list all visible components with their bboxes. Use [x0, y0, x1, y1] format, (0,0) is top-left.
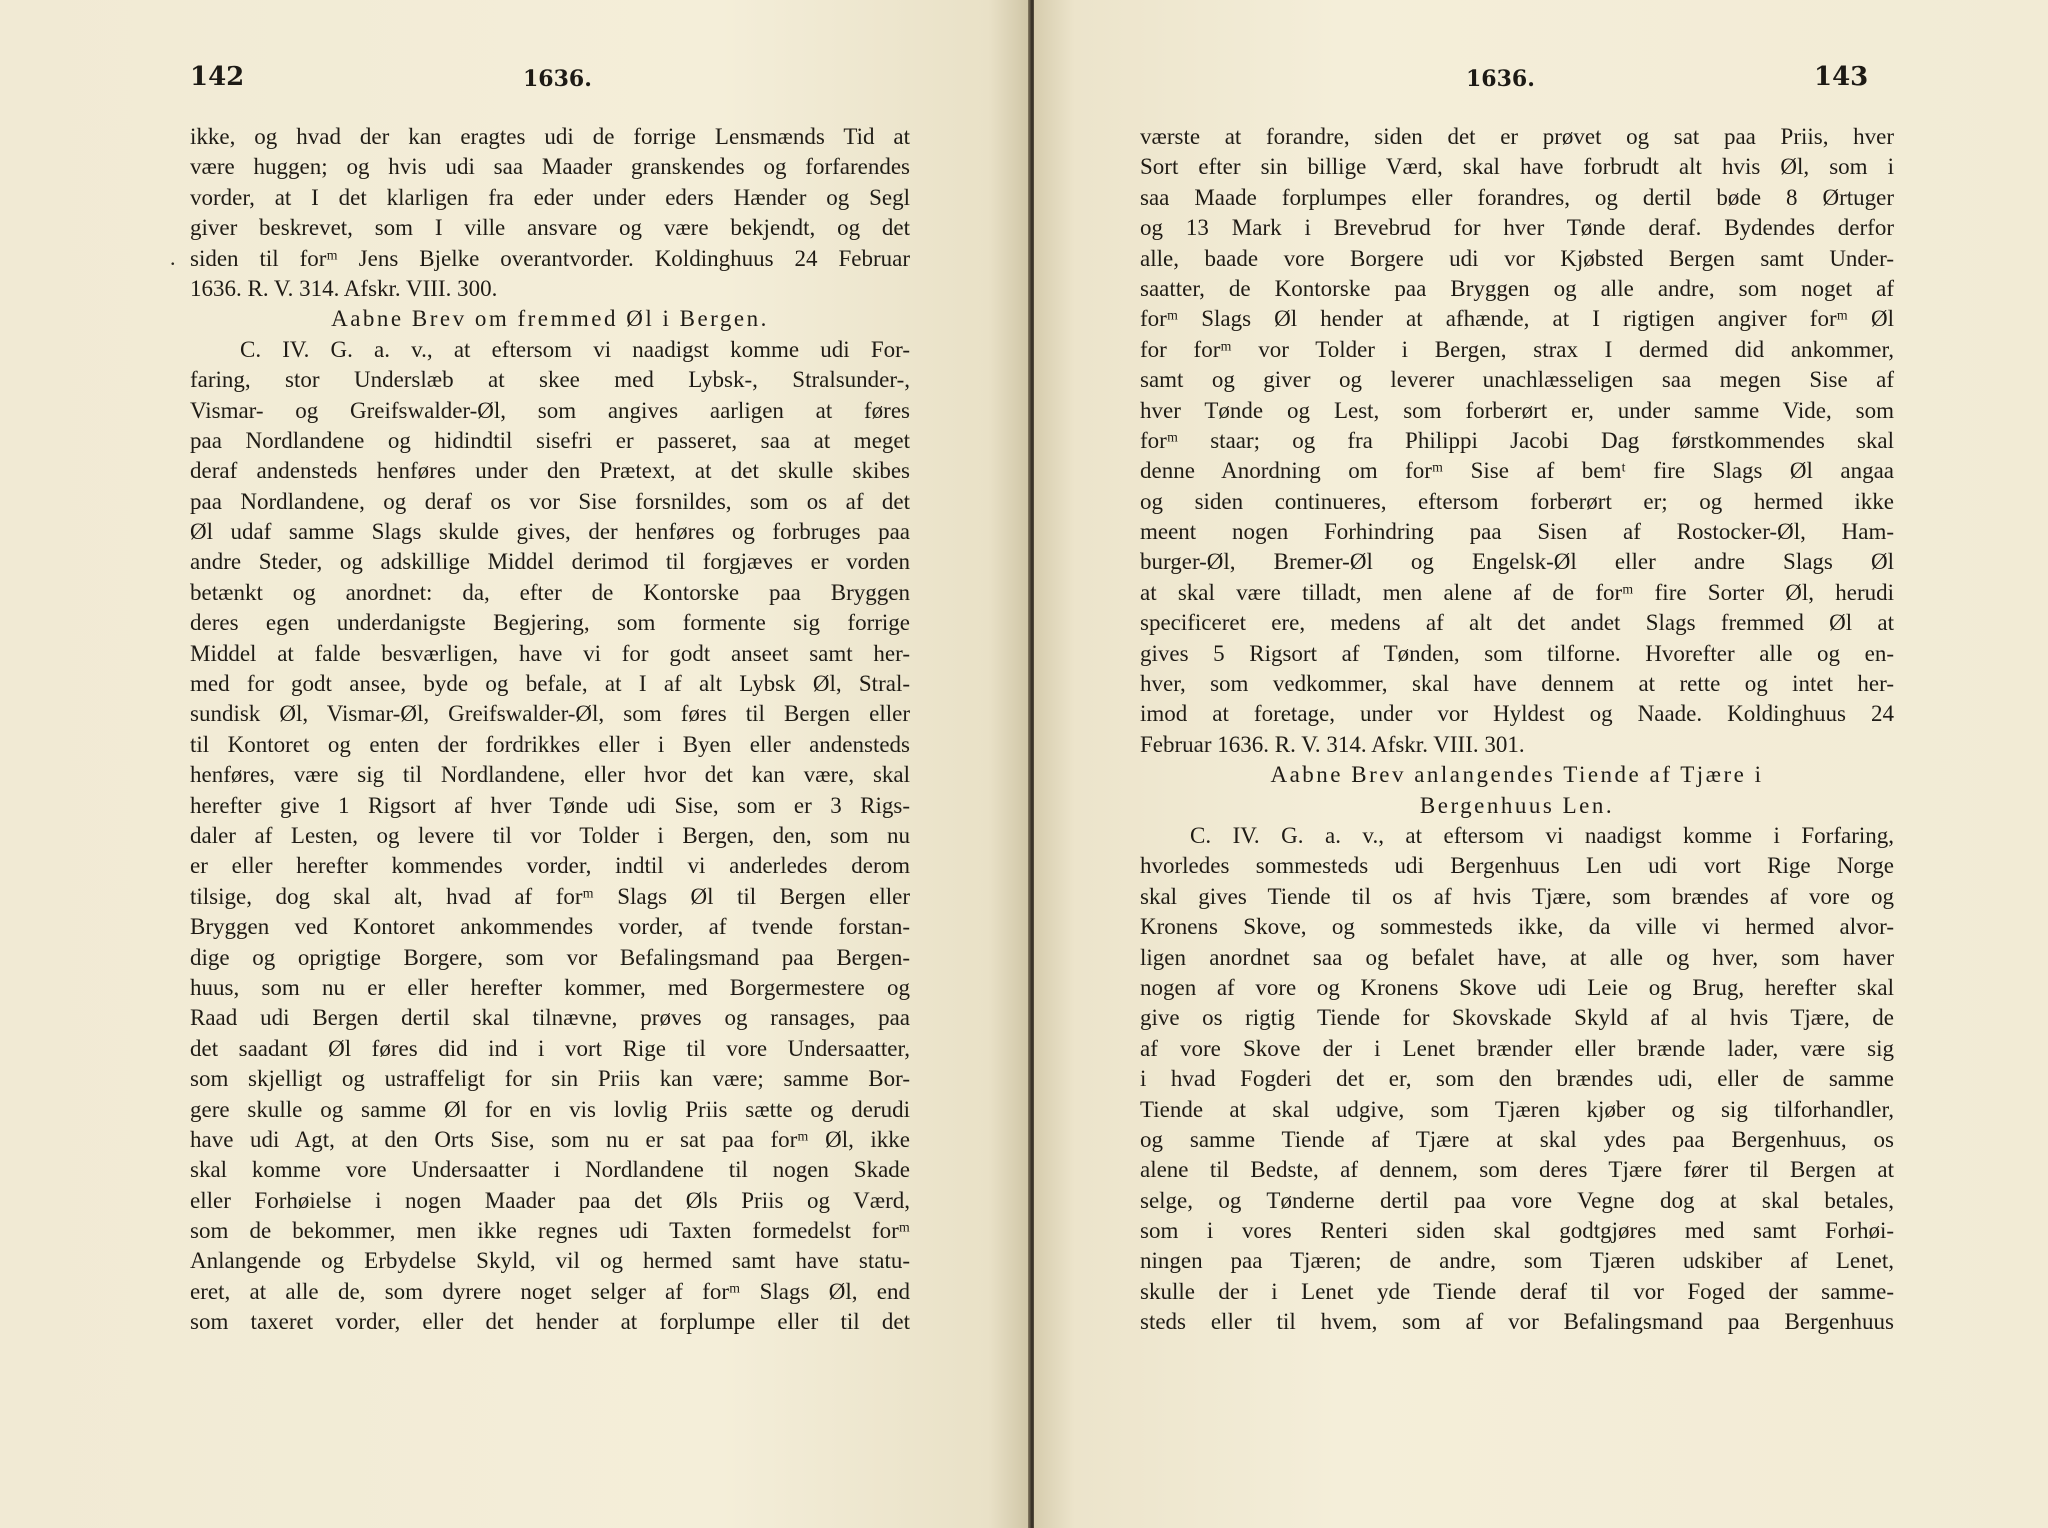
text-line: huus, som nu er eller herefter kommer, med Borgermestere og	[190, 974, 910, 1000]
left-page-body	[190, 122, 910, 1338]
text-line: og samme Tiende af Tjære at skal ydes paa Bergenhuus, os	[1140, 1126, 1894, 1152]
left-page-number: 142	[190, 62, 245, 92]
text-line: skal gives Tiende til os af hvis Tjære, som brændes af vore og	[1140, 883, 1894, 909]
text-line: give os rigtig Tiende for Skovskade Skyld af al hvis Tjære, de	[1140, 1005, 1894, 1031]
text-line: som taxeret vorder, eller det hender at forplumpe eller til det	[190, 1309, 910, 1335]
text-line: er eller herefter kommendes vorder, indtil vi anderledes derom	[190, 853, 910, 879]
text-line: herefter give 1 Rigsort af hver Tønde udi Sise, som er 3 Rigs-	[190, 792, 910, 818]
text-line: Anlangende og Erbydelse Skyld, vil og hermed samt have statu-	[190, 1248, 910, 1274]
text-line: gives 5 Rigsort af Tønden, som tilforne. Hvorefter alle og en-	[1140, 640, 1894, 666]
text-line: saa Maade forplumpes eller forandres, og dertil bøde 8 Ørtuger	[1140, 184, 1894, 210]
text-line: have udi Agt, at den Orts Sise, som nu er sat paa forᵐ Øl, ikke	[190, 1126, 910, 1152]
text-line: faring, stor Underslæb at skee med Lybsk-, Stralsunder-,	[190, 367, 910, 393]
text-line: ligen anordnet saa og befalet have, at alle og hver, som haver	[1140, 944, 1894, 970]
text-line: ikke, og hvad der kan eragtes udi de forrige Lensmænds Tid at	[190, 124, 910, 149]
text-line: burger-Øl, Bremer-Øl og Engelsk-Øl eller andre Slags Øl	[1140, 549, 1894, 575]
text-line: skal komme vore Undersaatter i Nordlandene til nogen Skade	[190, 1157, 910, 1183]
text-line: i hvad Fogderi det er, som den brændes udi, eller de samme	[1140, 1066, 1894, 1092]
text-line: Tiende at skal udgive, som Tjæren kjøber og sig tilforhandler,	[1140, 1096, 1894, 1122]
text-line: vorder, at I det klarligen fra eder under eders Hænder og Segl	[190, 184, 910, 210]
text-line: steds eller til hvem, som af vor Befalingsmand paa Bergenhuus	[1140, 1309, 1894, 1335]
text-line: at skal være tilladt, men alene af de forᵐ fire Sorter Øl, herudi	[1140, 579, 1894, 605]
document-heading: Bergenhuus Len.	[1419, 792, 1615, 818]
text-line: som de bekommer, men ikke regnes udi Taxten formedelst forᵐ	[190, 1218, 910, 1244]
text-line: Vismar- og Greifswalder-Øl, som angives aarligen at føres	[190, 397, 910, 423]
document-heading: Aabne Brev om fremmed Øl i Bergen.	[331, 306, 769, 332]
text-line: ningen paa Tjæren; de andre, som Tjæren udskiber af Lenet,	[1140, 1248, 1894, 1274]
text-line: hvorledes sommesteds udi Bergenhuus Len udi vort Rige Norge	[1140, 853, 1894, 879]
text-line: deres egen underdanigste Begjering, som formente sig forrige	[190, 610, 910, 636]
text-line: for forᵐ vor Tolder i Bergen, strax I dermed did ankommer,	[1140, 336, 1894, 362]
text-line: andre Steder, og adskillige Middel derimod til forgjæves er vorden	[190, 549, 910, 575]
text-line: samt og giver og leverer unachlæsseligen saa megen Sise af	[1140, 367, 1894, 393]
text-line: af vore Skove der i Lenet brænder eller brænde lader, være sig	[1140, 1035, 1894, 1061]
text-line: henføres, være sig til Nordlandene, eller hvor det kan være, skal	[190, 762, 910, 788]
text-line: og siden continueres, eftersom forberørt er; og hermed ikke	[1140, 488, 1894, 514]
text-line: alene til Bedste, af dennem, som deres Tjære fører til Bergen at	[1140, 1157, 1894, 1183]
text-line: paa Nordlandene og hidindtil sisefri er passeret, saa at meget	[190, 427, 910, 453]
right-running-head: 1636.	[1466, 66, 1535, 92]
text-line: 1636. R. V. 314. Afskr. VIII. 300.	[190, 275, 498, 301]
text-line: paa Nordlandene, og deraf os vor Sise forsnildes, som os af det	[190, 488, 910, 514]
text-line: alle, baade vore Borgere udi vor Kjøbsted Bergen samt Under-	[1140, 245, 1894, 271]
text-line: deraf andensteds henføres under den Prætext, at det skulle skibes	[190, 458, 910, 484]
text-line: som skjelligt og ustraffeligt for sin Priis kan være; samme Bor-	[190, 1066, 910, 1092]
right-page-number: 143	[1814, 62, 1869, 92]
text-line: Sort efter sin billige Værd, skal have forbrudt alt hvis Øl, som i	[1140, 154, 1894, 180]
text-line: Bryggen ved Kontoret ankommendes vorder, af tvende forstan-	[190, 914, 910, 940]
text-line: imod at foretage, under vor Hyldest og Naade. Koldinghuus 24	[1140, 701, 1894, 727]
text-line: som i vores Renteri siden skal godtgjøres med samt Forhøi-	[1140, 1218, 1894, 1244]
text-line: Kronens Skove, og sommesteds ikke, da ville vi hermed alvor-	[1140, 914, 1894, 940]
text-line: skulle der i Lenet yde Tiende deraf til vor Foged der samme-	[1140, 1278, 1894, 1304]
document-heading: Aabne Brev anlangendes Tiende af Tjære i	[1270, 762, 1764, 788]
text-line: gere skulle og samme Øl for en vis lovlig Priis sætte og derudi	[190, 1096, 910, 1122]
text-line: giver beskrevet, som I ville ansvare og være bekjendt, og det	[190, 215, 910, 241]
right-page-body	[1140, 122, 1894, 1338]
text-line: til Kontoret og enten der fordrikkes eller i Byen eller andensteds	[190, 731, 910, 757]
text-line: dige og oprigtige Borgere, som vor Befalingsmand paa Bergen-	[190, 944, 910, 970]
text-line: værste at forandre, siden det er prøvet og sat paa Priis, hver	[1140, 124, 1894, 149]
text-line: selge, og Tønderne dertil paa vore Vegne dog at skal betales,	[1140, 1187, 1894, 1213]
text-line: hver, som vedkommer, skal have dennem at rette og intet her-	[1140, 671, 1894, 697]
text-line: saatter, de Kontorske paa Bryggen og alle andre, som noget af	[1140, 275, 1894, 301]
text-line: meent nogen Forhindring paa Sisen af Rostocker-Øl, Ham-	[1140, 519, 1894, 545]
text-line: Februar 1636. R. V. 314. Afskr. VIII. 301.	[1140, 731, 1525, 757]
margin-dot: .	[170, 245, 176, 270]
text-line: og 13 Mark i Brevebrud for hver Tønde deraf. Bydendes derfor	[1140, 215, 1894, 241]
text-line: forᵐ Slags Øl hender at afhænde, at I rigtigen angiver forᵐ Øl	[1140, 306, 1894, 332]
text-line: sundisk Øl, Vismar-Øl, Greifswalder-Øl, som føres til Bergen eller	[190, 701, 910, 727]
text-line: eller Forhøielse i nogen Maader paa det Øls Priis og Værd,	[190, 1187, 910, 1213]
text-line: betænkt og anordnet: da, efter de Kontorske paa Bryggen	[190, 579, 910, 605]
text-line: specificeret ere, medens af alt det andet Slags fremmed Øl at	[1140, 610, 1894, 636]
text-line: nogen af vore og Kronens Skove udi Leie og Brug, herefter skal	[1140, 974, 1894, 1000]
text-line: være huggen; og hvis udi saa Maader granskendes og forfarendes	[190, 154, 910, 180]
text-line: det saadant Øl føres did ind i vort Rige til vore Undersaatter,	[190, 1035, 910, 1061]
text-line: denne Anordning om forᵐ Sise af bemᵗ fire Slags Øl angaa	[1140, 458, 1894, 484]
text-line: hver Tønde og Lest, som forberørt er, under samme Vide, som	[1140, 397, 1894, 423]
text-line: C. IV. G. a. v., at eftersom vi naadigst komme i Forfaring,	[1190, 822, 1894, 848]
text-line: eret, at alle de, som dyrere noget selger af forᵐ Slags Øl, end	[190, 1278, 910, 1304]
right-page	[1034, 0, 2048, 1528]
text-line: daler af Lesten, og levere til vor Tolder i Bergen, den, som nu	[190, 822, 910, 848]
left-running-head: 1636.	[523, 66, 592, 92]
text-line: med for godt ansee, byde og befale, at I af alt Lybsk Øl, Stral-	[190, 671, 910, 697]
text-line: C. IV. G. a. v., at eftersom vi naadigst komme udi For-	[240, 336, 910, 362]
text-line: Øl udaf samme Slags skulde gives, der henføres og forbruges paa	[190, 519, 910, 545]
text-line: siden til forᵐ Jens Bjelke overantvorder. Koldinghuus 24 Februar	[190, 245, 910, 271]
text-line: forᵐ staar; og fra Philippi Jacobi Dag førstkommendes skal	[1140, 427, 1894, 453]
text-line: tilsige, dog skal alt, hvad af forᵐ Slags Øl til Bergen eller	[190, 883, 910, 909]
text-line: Middel at falde besværligen, have vi for godt anseet samt her-	[190, 640, 910, 666]
text-line: Raad udi Bergen dertil skal tilnævne, prøves og ransages, paa	[190, 1005, 910, 1031]
